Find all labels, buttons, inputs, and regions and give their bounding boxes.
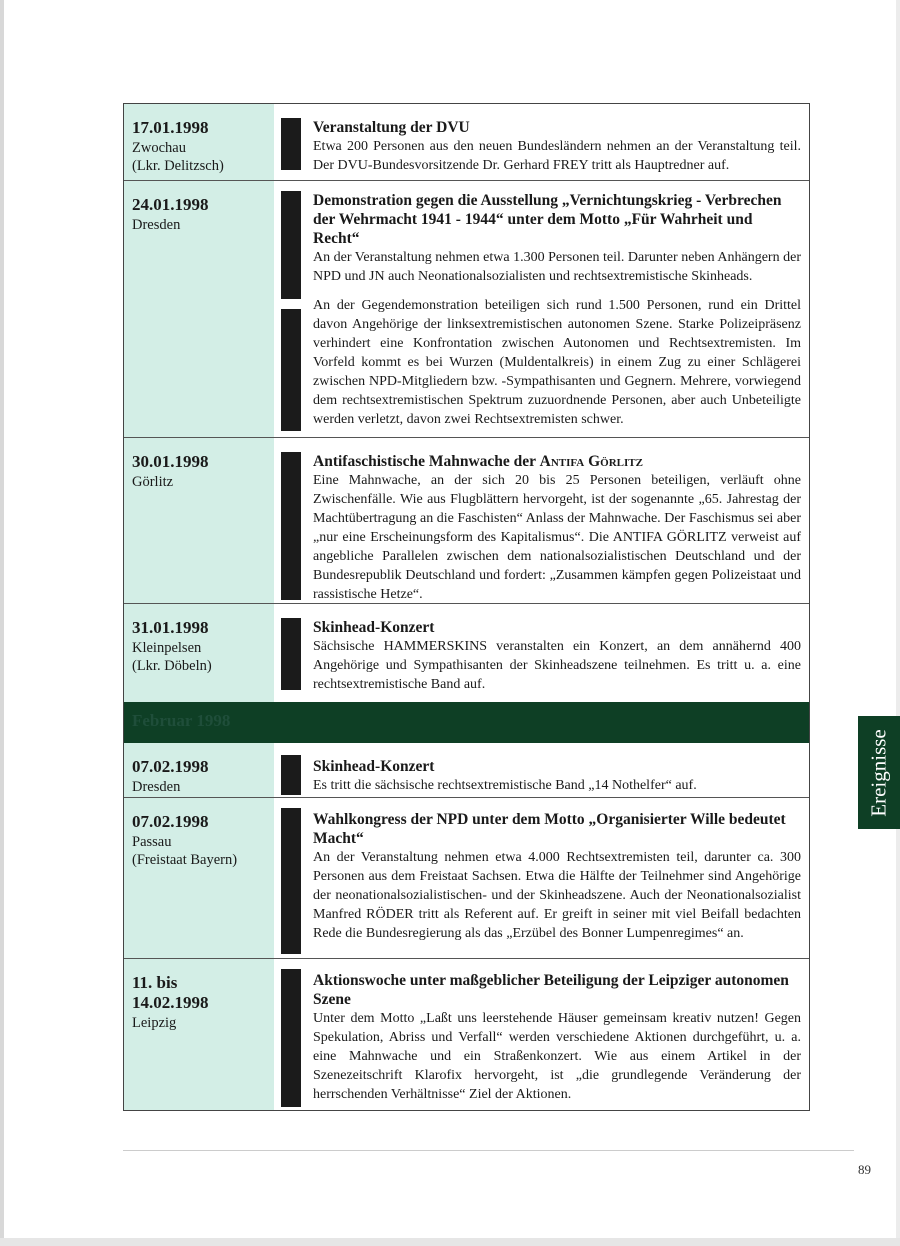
chronicle-entry <box>124 743 809 797</box>
month-label: Februar 1998 <box>132 711 231 730</box>
entry-date: 24.01.1998 <box>132 195 209 214</box>
entry-marker-bar <box>281 969 301 1107</box>
entry-text: Sächsische HAMMERSKINS veranstalten ein Konzert, an dem annähernd 400 Angehörige und Sympathisanten der Skinheadszene teilnehmen. Es tritt u. a. eine rechtsextremistische Band auf. <box>313 639 801 692</box>
entry-place: Kleinpelsen (Lkr. Döbeln) <box>132 640 212 674</box>
entry-date: 07.02.1998 <box>132 757 209 776</box>
entry-marker-bar <box>281 755 301 795</box>
entry-content <box>313 452 801 604</box>
entry-place: Zwochau (Lkr. Delitzsch) <box>132 140 224 174</box>
entry-title: Skinhead-Konzert <box>313 619 435 636</box>
entry-place: Dresden <box>132 779 181 795</box>
entry-marker-bar <box>281 309 301 431</box>
entry-title: Skinhead-Konzert <box>313 758 435 775</box>
section-tab <box>858 716 900 829</box>
entry-content <box>313 757 801 795</box>
entry-marker-bar <box>281 452 301 600</box>
chronicle-entry <box>124 798 809 958</box>
page-number: 89 <box>858 1162 871 1177</box>
entry-place: Passau (Freistaat Bayern) <box>132 834 238 868</box>
entry-text: Unter dem Motto „Laßt uns leerstehende Häuser gemeinsam kreativ nutzen! Gegen Spekulation, Abriss und Verfall“ werden verschiedene Aktionen durchgeführt, u. a. eine Mahnwache und ein Straßenkonzert. Wie aus einem Artikel in der Szenezeitschrift Klarofix hervorgeht, ist „die grundlegende Veränderung der herrschenden Verhältnisse“ Ziel der Aktionen. <box>313 1011 801 1102</box>
chronicle-table <box>123 103 810 1111</box>
entry-text: An der Gegendemonstration beteiligen sich rund 1.500 Personen, rund ein Drittel davon Angehörige der linksextremistischen autonomen Szene. Starke Polizeipräsenz verhindert eine Konfrontation zwischen Autonomen und Rechtsextremisten. Im Vorfeld kommt es bei Wurzen (Muldentalkreis) in einem Zug zu einer Schlägerei zwischen NPD-Mitgliedern bzw. -Sympathisanten und Gegnern. Mehrere, vorwiegend dem rechtsextremistischen Spektrum zuzuordnende Personen, aber auch Unbeteiligte werden verletzt, davon zwei Rechtsextremisten schwer. <box>313 298 801 427</box>
entry-date: 30.01.1998 <box>132 452 209 471</box>
entry-title: Aktionswoche unter maßgeblicher Beteiligung der Leipziger autonomen Szene <box>313 972 789 1008</box>
entry-marker-bar <box>281 191 301 299</box>
chronicle-entry <box>124 604 809 702</box>
chronicle-entry <box>124 438 809 603</box>
entry-date: 11. bis 14.02.1998 <box>132 973 209 1012</box>
entry-content <box>313 618 801 694</box>
entry-title: Veranstaltung der DVU <box>313 119 470 136</box>
page-edge-right <box>896 0 900 1246</box>
entry-text: An der Veranstaltung nehmen etwa 4.000 Rechtsextremisten teil, darunter ca. 300 Personen aus dem Freistaat Sachsen. Etwa die Hälfte der Teilnehmer sind Angehörige der neonationalsozialistischen- und der Skinheadszene. Auch der Neonationalsozialist Manfred RÖDER tritt als Referent auf. Er greift in seiner mit viel Beifall bedachten Rede die Bundesregierung als das „Erzübel des Bonner Lumpenregimes“ an. <box>313 850 801 941</box>
entry-title-org: Antifa Görlitz <box>539 453 643 470</box>
entry-place: Leipzig <box>132 1015 177 1031</box>
entry-content <box>313 810 801 943</box>
chronicle-entry <box>124 104 809 180</box>
entry-title: Wahlkongress der NPD unter dem Motto „Organisierter Wille bedeutet Macht“ <box>313 811 786 847</box>
entry-text: Es tritt die sächsische rechtsextremistische Band „14 Nothelfer“ auf. <box>313 778 697 793</box>
entry-place: Görlitz <box>132 474 174 490</box>
entry-text: Eine Mahnwache, an der sich 20 bis 25 Personen beteiligen, verläuft ohne Zwischenfälle. Wie aus Flugblättern hervorgeht, ist der sogenannte „65. Jahrestag der Machtübertragung an die Faschisten“ Anlass der Mahnwache. Der Faschismus sei aber „nur eine Erscheinungsform des Kapitalismus“. Die ANTIFA GÖRLITZ verweist auf angebliche Parallelen zwischen dem nationalsozialistischen Deutschland und der Bundesrepublik Deutschland und fordert: „Zusammen kämpfen gegen Polizeistaat und rassistische Hetze“. <box>313 473 801 602</box>
entry-text: An der Veranstaltung nehmen etwa 1.300 Personen teil. Darunter neben Anhängern der NPD und JN auch Neonationalsozialisten und rechtsextremistische Skinheads. <box>313 250 801 284</box>
entry-marker-bar <box>281 808 301 954</box>
chronicle-entry <box>124 181 809 437</box>
entry-date: 07.02.1998 <box>132 812 209 831</box>
page-edge-left <box>0 0 4 1246</box>
entry-text: Etwa 200 Personen aus den neuen Bundesländern nehmen an der Veranstaltung teil. Der DVU-Bundesvorsitzende Dr. Gerhard FREY tritt als Hauptredner auf. <box>313 139 801 173</box>
entry-title <box>313 452 801 471</box>
footer-rule <box>123 1150 854 1151</box>
entry-marker-bar <box>281 618 301 690</box>
month-band <box>124 702 809 743</box>
entry-title: Demonstration gegen die Ausstellung „Vernichtungskrieg - Verbrechen der Wehrmacht 1941 - 1944“ unter dem Motto „Für Wahrheit und Recht“ <box>313 192 782 247</box>
entry-date: 31.01.1998 <box>132 618 209 637</box>
entry-date: 17.01.1998 <box>132 118 209 137</box>
entry-content <box>313 971 801 1104</box>
entry-content <box>313 191 801 429</box>
entry-marker-bar <box>281 118 301 170</box>
page-edge-bottom <box>0 1238 900 1246</box>
section-tab-label: Ereignisse <box>866 728 891 817</box>
entry-place: Dresden <box>132 217 181 233</box>
chronicle-entry <box>124 959 809 1111</box>
entry-title-main: Antifaschistische Mahnwache der <box>313 453 540 470</box>
entry-content <box>313 118 801 175</box>
